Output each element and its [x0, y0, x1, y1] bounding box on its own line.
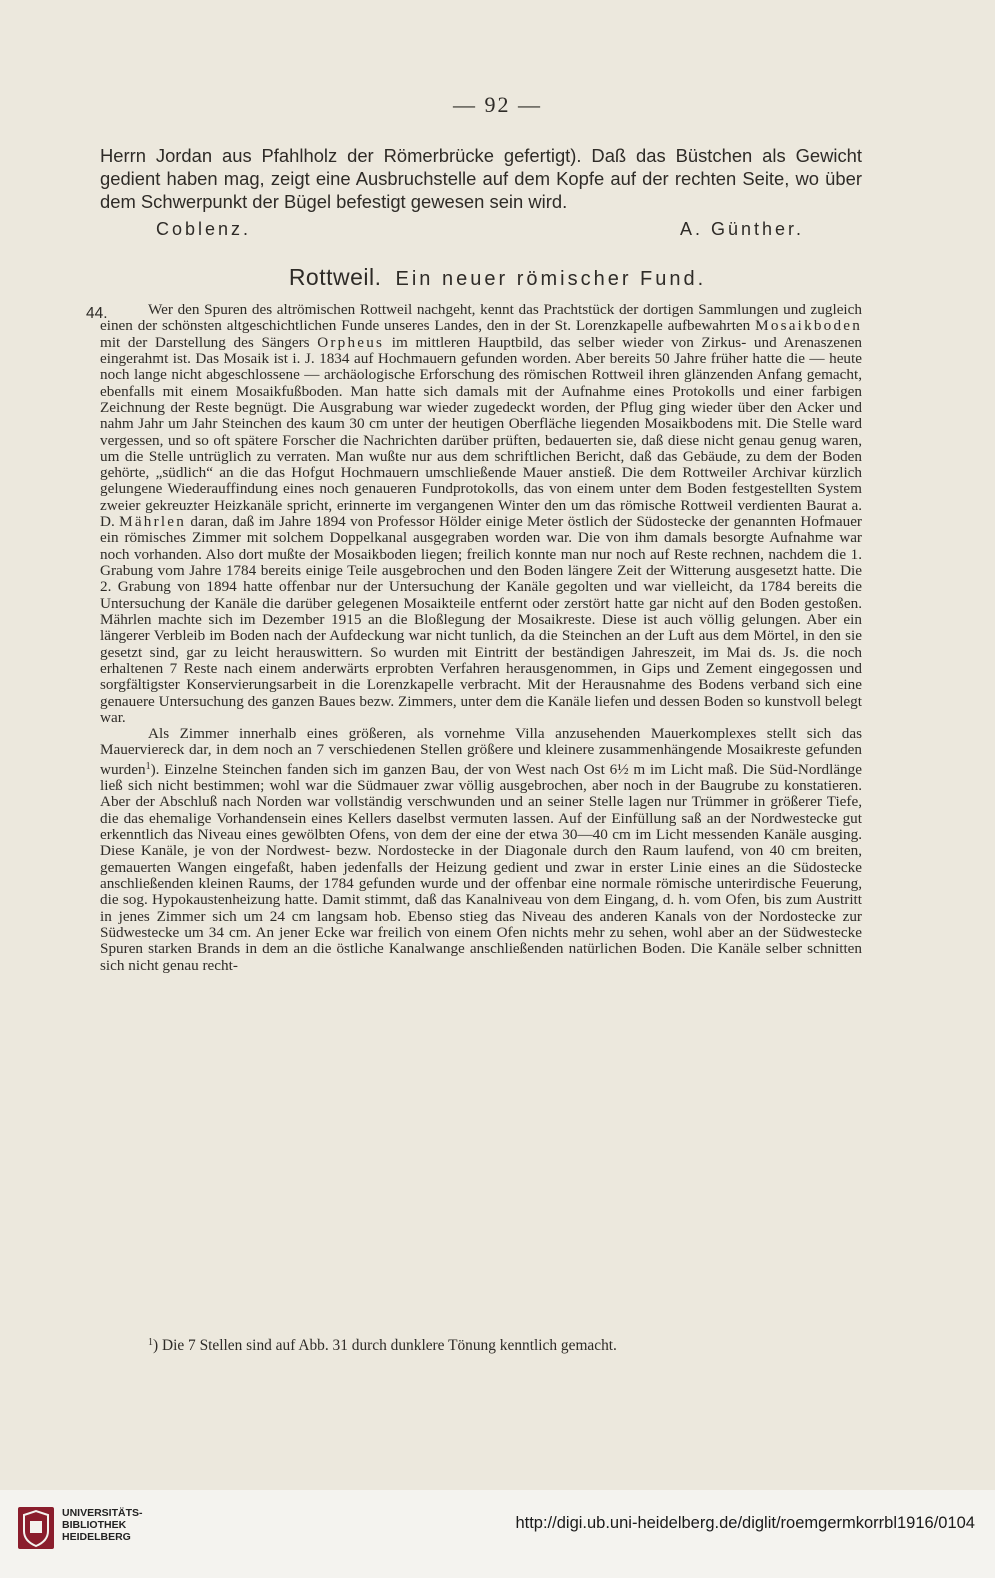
- intro-text: Herrn Jordan aus Pfahlholz der Römerbrücke gefertigt). Daß das Büstchen als Gewicht gedient haben mag, zeigt eine Ausbruchstelle auf dem Kopfe auf der rechten Seite, wo über dem Schwerpunkt der Bügel befestigt gewesen sein wird.: [100, 145, 862, 212]
- p1-spaced-1: Mosaikboden: [755, 317, 862, 335]
- article-body: [100, 302, 862, 974]
- footer-band: [0, 1490, 995, 1578]
- body-paragraph-1: [100, 302, 862, 726]
- library-line-1: UNIVERSITÄTS-: [62, 1507, 143, 1519]
- section-heading: [0, 264, 995, 291]
- signature-author: A. Günther.: [679, 219, 804, 239]
- footnote-text: ) Die 7 Stellen sind auf Abb. 31 durch dunklere Tönung kenntlich gemacht.: [153, 1337, 617, 1354]
- source-url-link[interactable]: http://digi.ub.uni-heidelberg.de/diglit/roemgermkorrbl1916/0104: [515, 1514, 975, 1532]
- heading-subtitle: Ein neuer römischer Fund.: [395, 268, 707, 290]
- entry-number: 44.: [86, 305, 108, 322]
- heading-place: Rottweil.: [288, 264, 382, 290]
- p1-spaced-3: Mährlen: [119, 513, 186, 531]
- p1-text-d: daran, daß im Jahre 1894 von Professor Hölder einige Meter östlich der Südostecke der genannten Hofmauer ein römisches Zimmer mit solchem Doppelkanal ausgegraben worden war. Die von ihm damals besorgte Aufnahme war noch vorhanden. Also dort mußte der Mosaikboden liegen; freilich konnte man nur noch auf Reste rechnen, nachdem die 1. Grabung vom Jahre 1784 bereits einige Teile ausgebrochen und den Boden längere Zeit der Witterung ausgesetzt hatte. Die 2. Grabung von 1894 hatte offenbar nur der Untersuchung der Kanäle gegolten und war vielleicht, da 1784 bereits die Untersuchung der Kanäle die darüber gelegenen Mosaikteile entfernt oder zerstört hatte gar nicht auf den Boden gestoßen. Mährlen machte sich im Dezember 1915 an die Bloßlegung der Mosaikreste. Diese ist auch völlig gelungen. Aber ein längerer Verbleib im Boden nach der Aufdeckung war nicht tunlich, da die Steinchen an der Luft aus dem Mörtel, in den sie gesetzt sind, gar zu leicht herauswittern. So wurden mit Eintritt der beständigen Jahreszeit, im Mai ds. Js. die noch erhaltenen 7 Reste nach einem anderwärts erprobten Verfahren herausgenommen, in Gips und Zement eingegossen und sorgfältigster Konservierungsarbeit in die Lorenzkapelle verbracht. Mit der Herausnahme des Bodens verband sich eine genauere Untersuchung des ganzen Baues bezw. Zimmers, unter dem die Kanäle liefen und dessen Boden so kunstvoll belegt war.: [100, 513, 862, 726]
- intro-paragraph: [100, 144, 862, 213]
- footnote-ref: 1: [145, 760, 151, 772]
- library-line-2: BIBLIOTHEK: [62, 1519, 127, 1531]
- footnote-mark: 1: [148, 1337, 153, 1348]
- signature-place: Coblenz.: [156, 219, 252, 239]
- footnote: [148, 1334, 868, 1355]
- signature-line: [100, 219, 862, 240]
- p2-text-a: Als Zimmer innerhalb eines größeren, als vornehme Villa anzusehenden Mauerkomplexes stellt sich das Mauerviereck dar, in dem noch an 7 verschiedenen Stellen größere und kleinere zusammenhängende Mosaikreste gefunden wurden: [100, 725, 862, 778]
- p1-spaced-2: Orpheus: [317, 333, 385, 351]
- library-seal-icon: [16, 1505, 56, 1551]
- p1-text-b: mit der Darstellung des Sängers: [100, 333, 318, 351]
- library-line-3: HEIDELBERG: [62, 1531, 131, 1543]
- body-paragraph-2: [100, 726, 862, 974]
- p2-text-b: ). Einzelne Steinchen fanden sich im ganzen Bau, der von West nach Ost 6½ m im Licht maß. Die Süd-Nordlänge ließ sich nicht bestimmen; wohl war die Südmauer zwar völlig ausgebrochen, aber noch in der Baugrube zu konstatieren. Aber der Abschluß nach Norden war vollständig verschwunden und an seiner Stelle lagen nur Trümmer in größerer Tiefe, die das ehemalige Vorhandensein eines Kellers daselbst vermuten lassen. Auf der Einfüllung saß an der Nordwestecke gut erkenntlich das Niveau eines gewölbten Ofens, von dem der eine der etwa 30—40 cm im Licht messenden Kanäle ausging. Diese Kanäle, je von der Nordwest- bezw. Nordostecke in der Diagonale durch den Raum laufend, von 40 cm breiten, gemauerten Wangen eingefaßt, haben jedenfalls der Heizung gedient und zwar in erster Linie eines an die Südostecke anschließenden kleinen Raums, der 1784 gefunden wurde und der offenbar eine normale römische unterirdische Feuerung, die sog. Hypokaustenheizung hatte. Damit stimmt, daß das Kanalniveau von dem Eingang, d. h. vom Ofen, bis zum Austritt in jenes Zimmer sich um 24 cm langsam hob. Ebenso stieg das Niveau des anderen Kanals von der Nordostecke zur Südwestecke um 34 cm. An jener Ecke war freilich von einem Ofen nichts mehr zu sehen, wohl aber an der Südwestecke Spuren starken Brands in dem an die östliche Kanalwange anschließenden natürlichen Boden. Die Kanäle selber schnitten sich nicht genau recht-: [100, 760, 862, 974]
- p1-text-c: im mittleren Hauptbild, das selber wieder von Zirkus- und Arenaszenen eingerahmt ist. Das Mosaik ist i. J. 1834 auf Hochmauern gefunden worden. Aber bereits 50 Jahre früher hatte die — heute noch lange nicht abgeschlossene — archäologische Erforschung des römischen Rottweil ihren glänzenden Anfang gemacht, ebenfalls mit einem Mosaikfußboden. Man hatte sich damals mit der Aufnahme eines Protokolls und einer farbigen Zeichnung der Reste begnügt. Die Ausgrabung war wieder zugedeckt worden, der Pflug ging wieder über den Acker und nahm Jahr um Jahr Steinchen des kaum 30 cm unter der heutigen Oberfläche liegenden Mosaikbodens mit. Die Stelle ward vergessen, und so oft spätere Forscher die Nachrichten darüber prüften, bedauerten sie, daß diese nicht genau genug waren, um die Stelle untrüglich zu verraten. Man wußte nur aus dem schriftlichen Bericht, daß das Gebäude, zu dem der Boden gehörte, „südlich“ an die das Hofgut Hochmauern umschließende Mauer anstieß. Die dem Rottweiler Archivar kürzlich gelungene Wiederauffindung eines noch genaueren Fundprotokolls, das von einem unter dem Boden festgestellten System zweier gekreuzter Heizkanäle spricht, erinnerte im vergangenen Winter den um das römische Rottweil verdienten Baurat a. D.: [100, 333, 862, 531]
- p1-text-a: Wer den Spuren des altrömischen Rottweil nachgeht, kennt das Prachtstück der dortigen Sammlungen und zugleich einen der schönsten altgeschichtlichen Funde unseres Landes, den in der St. Lorenzkapelle aufbewahrten: [100, 301, 862, 335]
- library-name: [62, 1507, 143, 1543]
- page-number: — 92 —: [453, 92, 542, 117]
